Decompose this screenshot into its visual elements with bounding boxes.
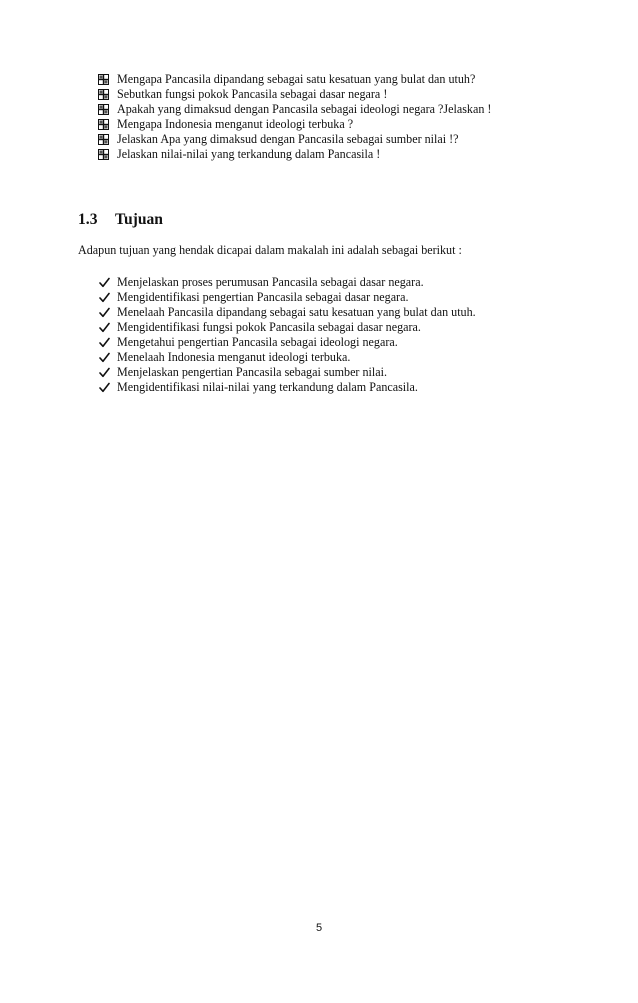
windows-grid-bullet-icon	[98, 119, 109, 130]
question-text: Sebutkan fungsi pokok Pancasila sebagai dasar negara !	[117, 87, 388, 101]
question-text: Mengapa Indonesia menganut ideologi terbuka ?	[117, 117, 354, 131]
section-heading	[78, 210, 163, 230]
goal-list	[98, 275, 476, 395]
section-intro: Adapun tujuan yang hendak dicapai dalam makalah ini adalah sebagai berikut :	[78, 243, 462, 257]
goal-text: Mengidentifikasi pengertian Pancasila sebagai dasar negara.	[117, 290, 409, 304]
goal-text: Mengidentifikasi nilai-nilai yang terkandung dalam Pancasila.	[117, 380, 418, 394]
question-text: Mengapa Pancasila dipandang sebagai satu kesatuan yang bulat dan utuh?	[117, 72, 476, 86]
checkmark-icon	[99, 352, 110, 363]
windows-grid-bullet-icon	[98, 74, 109, 85]
question-item	[98, 87, 491, 102]
question-item	[98, 102, 491, 117]
goal-text: Menjelaskan pengertian Pancasila sebagai sumber nilai.	[117, 365, 388, 379]
checkmark-icon	[99, 322, 110, 333]
goal-item	[98, 305, 476, 320]
windows-grid-bullet-icon	[98, 149, 109, 160]
goal-text: Menelaah Indonesia menganut ideologi terbuka.	[117, 350, 351, 364]
goal-text: Mengetahui pengertian Pancasila sebagai ideologi negara.	[117, 335, 398, 349]
question-item	[98, 117, 491, 132]
goal-text: Menelaah Pancasila dipandang sebagai satu kesatuan yang bulat dan utuh.	[117, 305, 476, 319]
windows-grid-bullet-icon	[98, 104, 109, 115]
question-text: Jelaskan nilai-nilai yang terkandung dalam Pancasila !	[117, 147, 381, 161]
question-text: Jelaskan Apa yang dimaksud dengan Pancasila sebagai sumber nilai !?	[117, 132, 459, 146]
checkmark-icon	[99, 277, 110, 288]
goal-text: Mengidentifikasi fungsi pokok Pancasila sebagai dasar negara.	[117, 320, 421, 334]
question-text: Apakah yang dimaksud dengan Pancasila sebagai ideologi negara ?Jelaskan !	[117, 102, 492, 116]
checkmark-icon	[99, 307, 110, 318]
checkmark-icon	[99, 292, 110, 303]
goal-item	[98, 320, 476, 335]
goal-item	[98, 290, 476, 305]
page-number: 5	[315, 922, 323, 934]
section-number: 1.3	[78, 211, 98, 228]
question-item	[98, 132, 491, 147]
goal-item	[98, 380, 476, 395]
windows-grid-bullet-icon	[98, 89, 109, 100]
goal-item	[98, 275, 476, 290]
question-item	[98, 72, 491, 87]
checkmark-icon	[99, 367, 110, 378]
windows-grid-bullet-icon	[98, 134, 109, 145]
goal-item	[98, 335, 476, 350]
section-title: Tujuan	[115, 211, 163, 228]
checkmark-icon	[99, 337, 110, 348]
goal-item	[98, 350, 476, 365]
question-item	[98, 147, 491, 162]
goal-item	[98, 365, 476, 380]
goal-text: Menjelaskan proses perumusan Pancasila sebagai dasar negara.	[117, 275, 424, 289]
question-list	[98, 72, 491, 162]
checkmark-icon	[99, 382, 110, 393]
